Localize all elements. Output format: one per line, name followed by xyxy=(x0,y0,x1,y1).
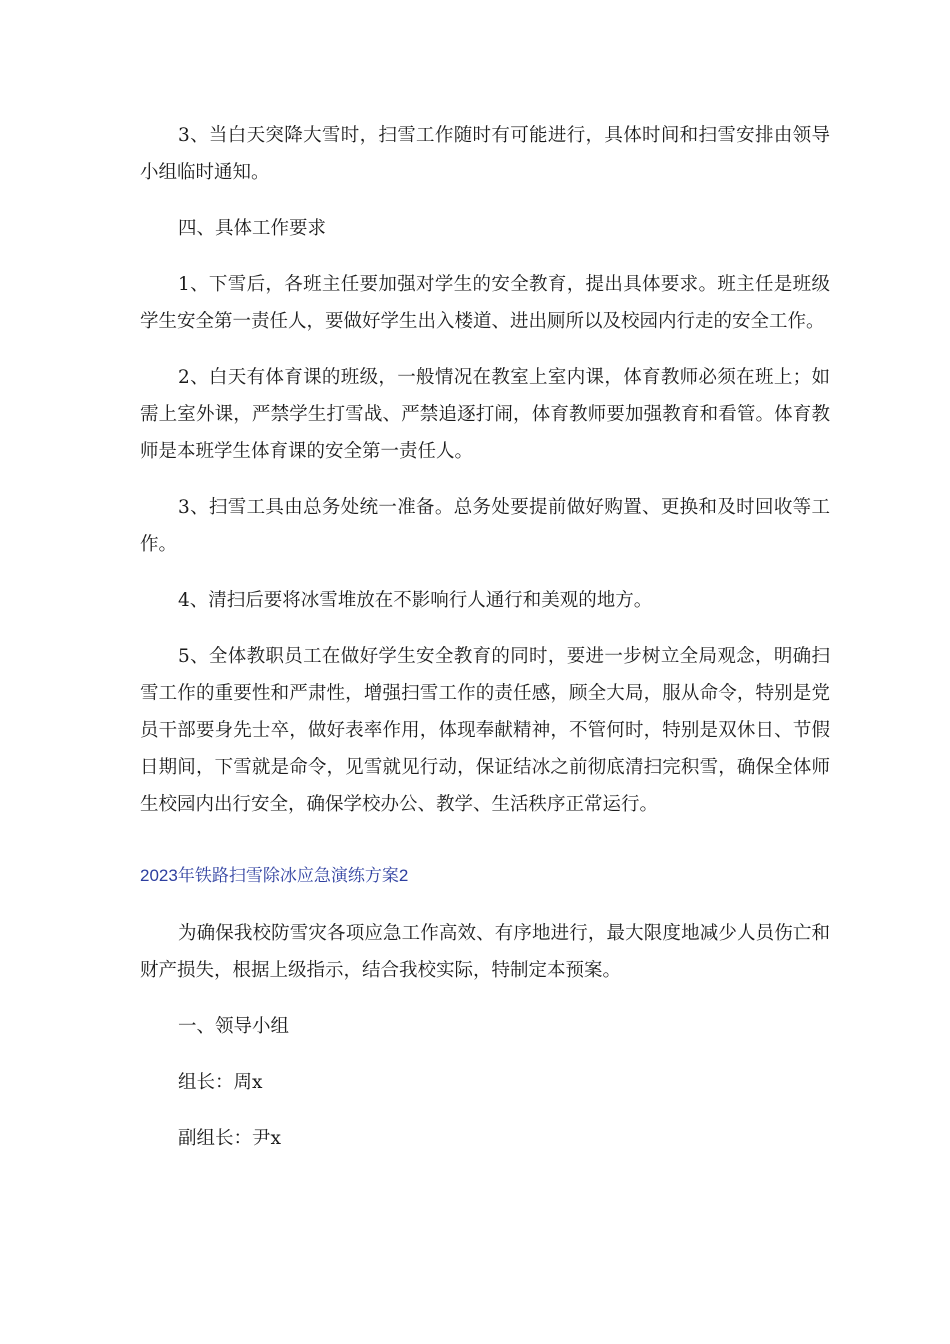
paragraph-requirement-5: 5、全体教职员工在做好学生安全教育的同时，要进一步树立全局观念，明确扫雪工作的重要性和严肃性，增强扫雪工作的责任感，顾全大局，服从命令，特别是党员干部要身先士卒，做好表率作用，体现奉献精神，不管何时，特别是双休日、节假日期间，下雪就是命令，见雪就见行动，保证结冰之前彻底清扫完积雪，确保全体师生校园内出行安全，确保学校办公、教学、生活秩序正常运行。 xyxy=(140,646,830,815)
paragraph-requirement-1: 1、下雪后，各班主任要加强对学生的安全教育，提出具体要求。班主任是班级学生安全第一责任人，要做好学生出入楼道、进出厕所以及校园内行走的安全工作。 xyxy=(140,274,830,332)
deputy-leader-name: 副组长：尹x xyxy=(178,1128,281,1149)
paragraph-snow-notice: 3、当白天突降大雪时，扫雪工作随时有可能进行，具体时间和扫雪安排由领导小组临时通知。 xyxy=(140,125,830,183)
document-body xyxy=(140,117,830,1176)
leader-name: 组长：周x xyxy=(178,1072,263,1093)
paragraph-requirement-4: 4、清扫后要将冰雪堆放在不影响行人通行和美观的地方。 xyxy=(178,590,653,611)
document-title-2: 2023年铁路扫雪除冰应急演练方案2 xyxy=(140,866,409,885)
paragraph-requirement-2: 2、白天有体育课的班级，一般情况在教室上室内课，体育教师必须在班上；如需上室外课，严禁学生打雪战、严禁追逐打闹，体育教师要加强教育和看管。体育教师是本班学生体育课的安全第一责任人。 xyxy=(140,367,830,462)
paragraph-requirement-3: 3、扫雪工具由总务处统一准备。总务处要提前做好购置、更换和及时回收等工作。 xyxy=(140,497,830,555)
section-heading-leadership: 一、领导小组 xyxy=(178,1016,290,1037)
paragraph-purpose: 为确保我校防雪灾各项应急工作高效、有序地进行，最大限度地减少人员伤亡和财产损失，根据上级指示，结合我校实际，特制定本预案。 xyxy=(140,923,830,981)
section-heading-requirements: 四、具体工作要求 xyxy=(178,218,327,239)
